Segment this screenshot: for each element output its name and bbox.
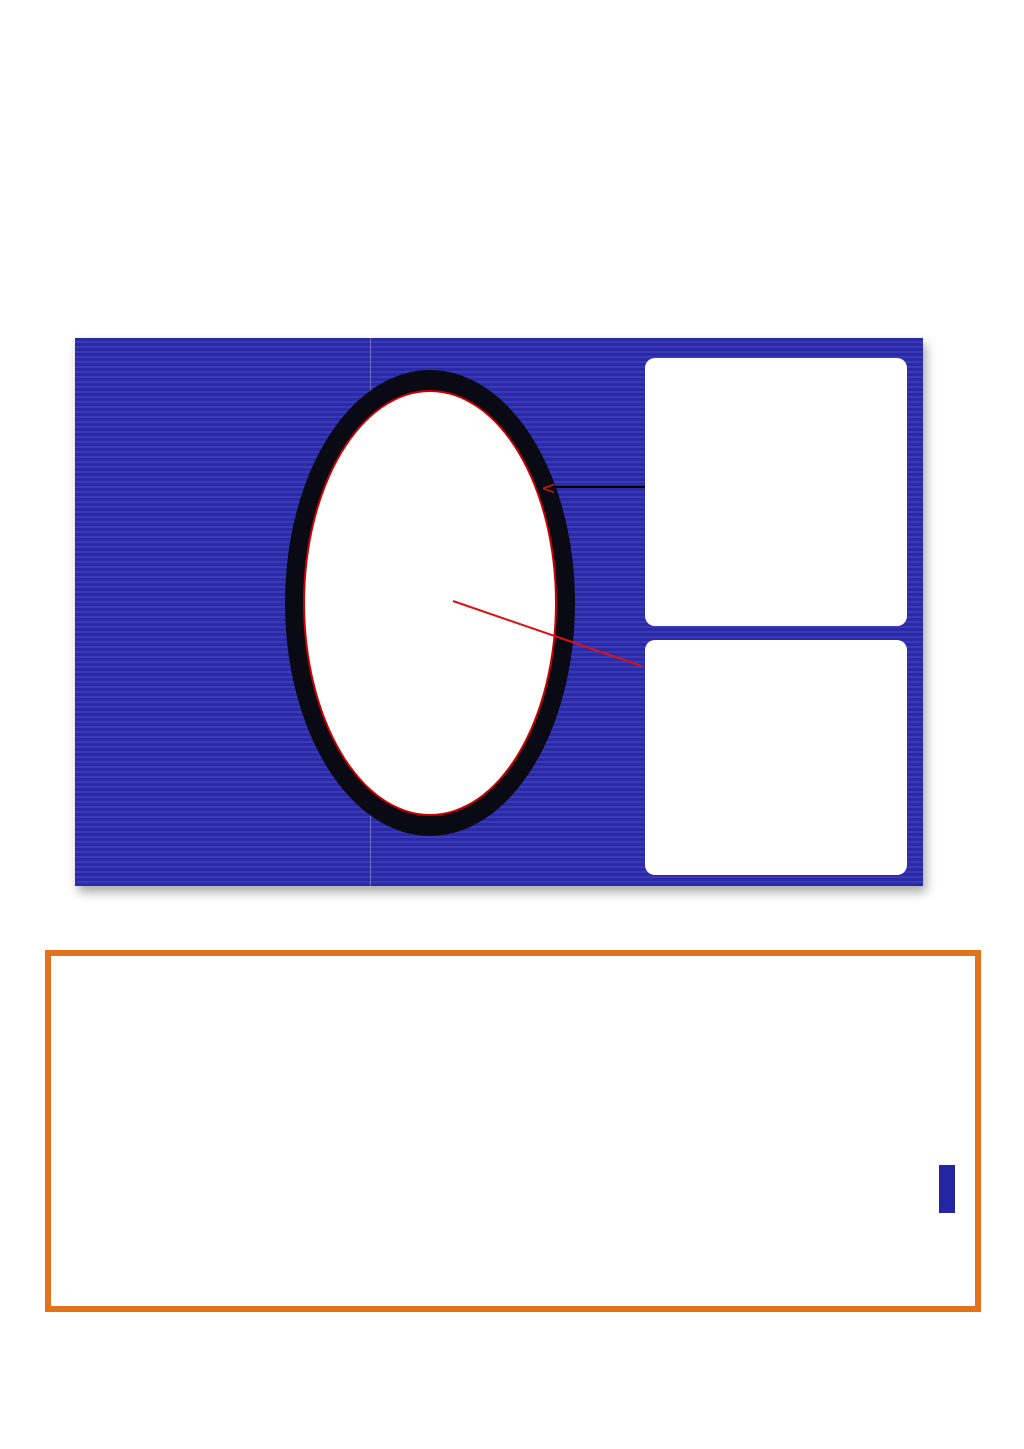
oval-panel (303, 390, 557, 816)
verse-line-3 (71, 1169, 955, 1209)
explanatory-figure (75, 338, 923, 886)
flower-border-top (0, 0, 1024, 60)
black-arrow-line (553, 486, 645, 488)
quran-verse-box (45, 950, 981, 1312)
arrow-head-icon: < (541, 478, 557, 499)
explanation-card-1 (645, 358, 907, 626)
verse-reference-badge (939, 1165, 955, 1213)
explanation-card-2 (645, 640, 907, 875)
flower-border-bottom (0, 1394, 1024, 1449)
